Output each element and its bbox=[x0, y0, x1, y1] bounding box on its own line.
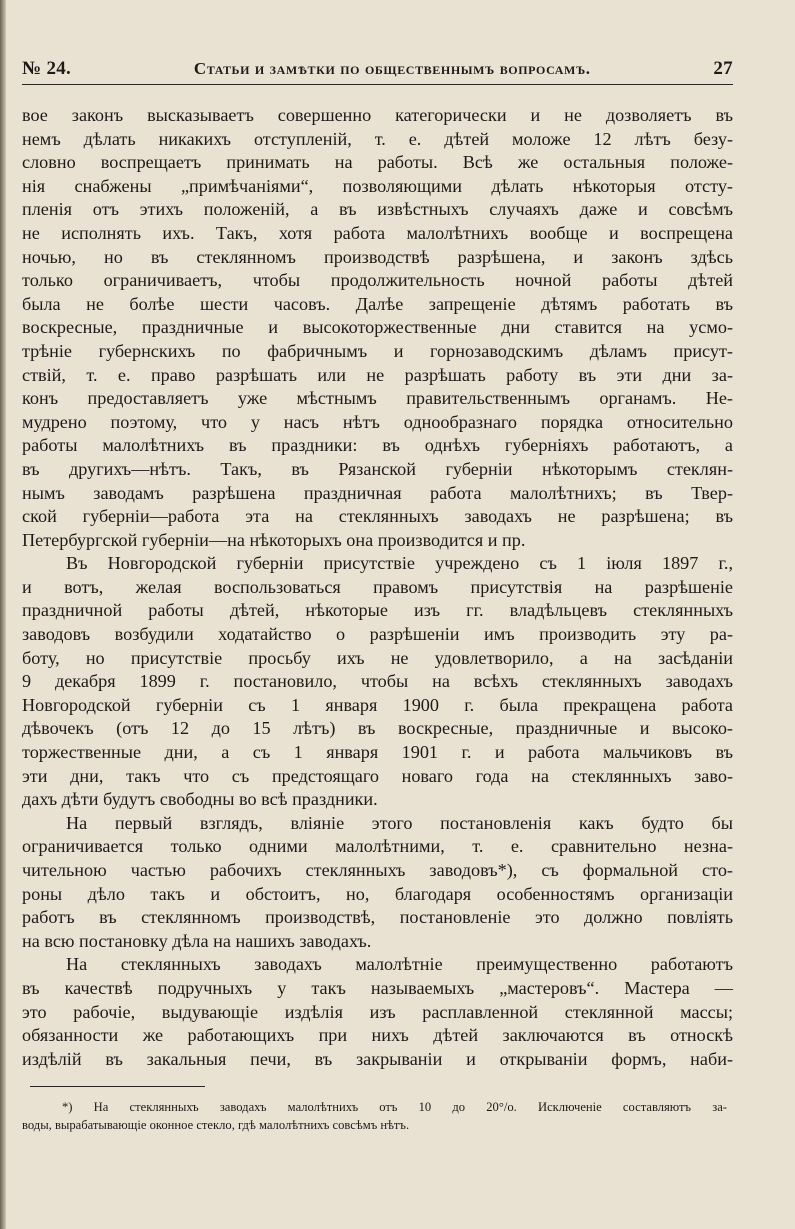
text-line: дѣвочекъ (отъ 12 до 15 лѣтъ) въ воскресные, праздничные и высоко- bbox=[22, 718, 733, 739]
text-line: была не болѣе шести часовъ. Далѣе запрещеніе дѣтямъ работать въ bbox=[22, 293, 733, 314]
text-line: на всю постановку дѣла на нашихъ заводахъ. bbox=[22, 930, 372, 951]
text-line: дахъ дѣти будутъ свободны во всѣ праздники. bbox=[22, 789, 378, 810]
text-line: 9 декабря 1899 г. постановило, чтобы на всѣхъ стеклянныхъ заводахъ bbox=[22, 671, 733, 692]
running-header bbox=[22, 58, 733, 80]
text-line: вое законъ высказываетъ совершенно категорически и не дозволяетъ въ bbox=[22, 105, 733, 125]
text-line: Петербургской губерніи—на нѣкоторыхъ она производится и пр. bbox=[22, 529, 526, 550]
text-line: трѣніе губернскихъ по фабричнымъ и горнозаводскимъ дѣламъ присут- bbox=[22, 340, 733, 361]
text-line: не исполнять ихъ. Такъ, хотя работа малолѣтнихъ вообще и воспрещена bbox=[22, 222, 733, 243]
text-line: работъ въ стеклянномъ производствѣ, постановленіе это должно повліять bbox=[22, 907, 733, 928]
text-line: обязанности же работающихъ при нихъ дѣтей заключаются въ относкѣ bbox=[22, 1025, 733, 1046]
text-line: мудрено поэтому, что у насъ нѣтъ однообразнаго порядка относительно bbox=[22, 411, 733, 432]
footnote-line: *) На стеклянныхъ заводахъ малолѣтнихъ отъ 10 до 20°/о. Исключеніе составляютъ за- bbox=[62, 1100, 727, 1114]
footnote-line: воды, вырабатывающіе оконное стекло, гдѣ малолѣтнихъ совсѣмъ нѣтъ. bbox=[22, 1118, 410, 1132]
text-line: ограничивается только одними малолѣтними, т. е. сравнительно незна- bbox=[22, 836, 733, 857]
text-line: чительною частью рабочихъ стеклянныхъ заводовъ*), съ формальной сто- bbox=[22, 860, 733, 880]
text-line: Новгородской губерніи съ 1 января 1900 г. была прекращена работа bbox=[22, 694, 733, 715]
footnote-rule bbox=[30, 1086, 205, 1087]
section-title: Статьи и замѣтки по общественнымъ вопросамъ. bbox=[193, 59, 591, 78]
issue-number: № 24. bbox=[22, 58, 72, 79]
text-line: это рабочіе, выдувающіе издѣлія изъ расплавленной стеклянной массы; bbox=[22, 1001, 733, 1022]
text-line: ской губерніи—работа эта на стеклянныхъ заводахъ не разрѣшена; въ bbox=[22, 506, 733, 527]
text-line: торжественные дни, а съ 1 января 1901 г. и работа мальчиковъ въ bbox=[22, 742, 733, 763]
text-line: словно воспрещаетъ принимать на работы. Всѣ же остальныя положе- bbox=[22, 152, 733, 173]
text-line: и вотъ, желая воспользоваться правомъ присутствія на разрѣшеніе bbox=[22, 576, 733, 597]
paragraph-3 bbox=[22, 812, 733, 954]
text-line: работы малолѣтнихъ въ праздники: въ однѣхъ губерніяхъ работаютъ, а bbox=[22, 435, 733, 456]
page-number: 27 bbox=[713, 58, 733, 79]
text-line: въ качествѣ подручныхъ у такъ называемыхъ „мастеровъ“. Мастера — bbox=[22, 977, 733, 998]
text-line: боту, но присутствіе просьбу ихъ не удовлетворило, а на засѣданіи bbox=[22, 647, 733, 668]
paragraph-1 bbox=[22, 104, 733, 552]
paragraph-4 bbox=[22, 953, 733, 1071]
text-line: нія снабжены „примѣчаніями“, позволяющими дѣлать нѣкоторыя отсту- bbox=[22, 175, 733, 196]
text-line: немъ дѣлать никакихъ отступленій, т. е. дѣтей моложе 12 лѣтъ безу- bbox=[22, 128, 733, 149]
text-line: конъ предоставляетъ уже мѣстнымъ правительственнымъ органамъ. Не- bbox=[22, 388, 733, 409]
footnote bbox=[22, 1098, 727, 1134]
text-line: эти дни, такъ что съ предстоящаго новаго года на стеклянныхъ заво- bbox=[22, 765, 733, 786]
text-line: пленія отъ этихъ положеній, а въ извѣстныхъ случаяхъ даже и совсѣмъ bbox=[22, 199, 733, 220]
text-line: ствій, т. е. право разрѣшать или не разрѣшать работу въ эти дни за- bbox=[22, 364, 733, 385]
page-binding-edge bbox=[0, 0, 6, 1229]
text-line: Въ Новгородской губерніи присутствіе учреждено съ 1 іюля 1897 г., bbox=[66, 553, 733, 574]
text-line: На первый взглядъ, вліяніе этого постановленія какъ будто бы bbox=[66, 812, 733, 833]
text-line: На стеклянныхъ заводахъ малолѣтніе преимущественно работаютъ bbox=[66, 954, 733, 975]
text-line: воскресные, праздничные и высокоторжественные дни ставится на усмо- bbox=[22, 317, 733, 338]
text-line: нымъ заводамъ разрѣшена праздничная работа малолѣтнихъ; въ Твер- bbox=[22, 482, 733, 503]
text-line: роны дѣло такъ и обстоитъ, но, благодаря особенностямъ организаціи bbox=[22, 883, 733, 904]
header-rule bbox=[22, 84, 733, 85]
text-line: заводовъ возбудили ходатайство о разрѣшеніи имъ производить эту ра- bbox=[22, 624, 733, 645]
text-line: издѣлій въ закальныя печи, въ закрываніи и открываніи формъ, наби- bbox=[22, 1048, 733, 1069]
article-body bbox=[22, 104, 733, 1071]
text-line: въ другихъ—нѣтъ. Такъ, въ Рязанской губерніи нѣкоторымъ стеклян- bbox=[22, 458, 733, 479]
text-line: ночью, но въ стеклянномъ производствѣ разрѣшена, и законъ здѣсь bbox=[22, 246, 733, 267]
text-line: праздничной работы дѣтей, нѣкоторые изъ гг. владѣльцевъ стеклянныхъ bbox=[22, 600, 733, 621]
paragraph-2 bbox=[22, 552, 733, 812]
text-line: только ограничиваетъ, чтобы продолжительность ночной работы дѣтей bbox=[22, 270, 733, 291]
